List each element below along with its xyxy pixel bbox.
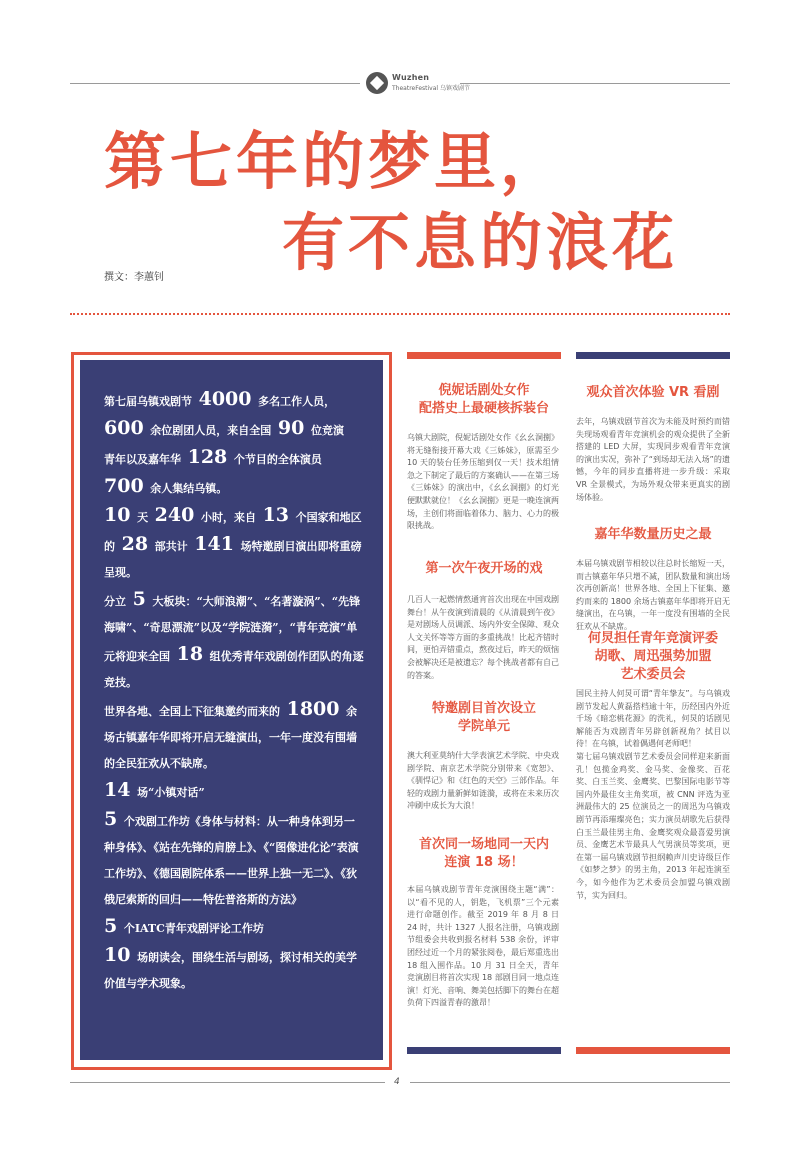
feature-number: 14: [104, 779, 138, 801]
feature-text: 个国家和地区: [295, 511, 362, 524]
feature-text: 场朗读会，围绕生活与剧场，探讨相关的美学价值与学术现象。: [104, 951, 358, 990]
dotted-divider: [70, 313, 730, 315]
byline: 撰文：李蕙钊: [104, 272, 164, 283]
feature-text: 天: [137, 511, 149, 524]
feature-text: 大板块：“大师浪潮”、“名著漩涡”、“先锋海啸”、“奇思漂流”以及“学院涟漪”，“青年竞演”单元将迎来全国: [104, 595, 361, 663]
right-body-2: 本届乌镇戏剧节相较以往总时长缩短一天，而古镇嘉年华只增不减，团队数量和演出场次再创新高！世界各地、全国上下征集、邀约而来的 1800 余场古镇嘉年华即将开启无缝演出，在乌镇，一年一度没有围墙的全民狂欢从不缺席。: [576, 559, 730, 631]
feature-number: 5: [104, 915, 124, 937]
feature-number: 141: [187, 533, 241, 555]
right-bottom-bar: [576, 1047, 730, 1054]
feature-paragraph: [104, 942, 364, 997]
middle-body-1: 乌镇大剧院，倪妮话剧处女作《幺幺洞捌》将无缝衔接开幕大戏《三姊妹》，原需至少 10 天的装台任务压缩到仅一天！技术组情急之下制定了最后的方案确认——在第三场《三姊妹》的演出中，《幺幺洞捌》的灯光便默默就位！《幺幺洞捌》更是一晚连演两场，主创们将面临着体力、脑力、心力的极限挑战。: [407, 433, 559, 531]
feature-paragraph: [104, 502, 364, 531]
middle-bottom-bar: [407, 1047, 561, 1054]
feature-text: 部共计: [154, 540, 188, 553]
feature-text: 多名工作人员，: [258, 395, 336, 408]
feature-number: 128: [181, 446, 234, 468]
feature-text: 个戏剧工作坊《身体与材料：从一种身体到另一种身体》、《站在先锋的肩膀上》、《“图像进化论”表演工作坊》、《德国剧院体系——世界上独一无二》、《狄俄尼索斯的回归——特佐普洛斯的方法》: [104, 815, 359, 906]
feature-number: 10: [104, 944, 138, 966]
middle-body-3: 澳大利亚莫纳什大学表演艺术学院、中央戏剧学院、南京艺术学院分别带来《宽恕》、《驯悍记》和《红色的天空》三部作品。年轻的戏剧力量新鲜如涟漪，或将在未来历次冲刷中成长为大浪！: [407, 751, 559, 811]
feature-number: 13: [255, 504, 296, 526]
middle-body-4: 本届乌镇戏剧节青年竞演围绕主题“满”：以“看不见的人，钥匙，飞机票”三个元素进行命题创作。截至 2019 年 8 月 8 日 24 时，共计 1327 人报名注册，乌镇戏剧节组委会共收到报名材料 538 余份，评审团经过近一个月的紧张阅卷，最后郑重选出 18 组入围作品。10 月 31 日全天，青年竞演剧目将首次实现 18 部剧目同一地点连演！灯光、音响、舞美包括脚下的舞台在超负荷下四溢青春的激昂！: [407, 885, 559, 1008]
middle-heading-3: 特邀剧目首次设立 学院单元: [431, 701, 536, 734]
feature-text: 位竞演: [310, 424, 344, 437]
right-heading-3: 何炅担任青年竞演评委 胡歌、周迅强势加盟 艺术委员会: [587, 631, 718, 682]
feature-number: 10: [104, 504, 138, 526]
feature-box-text: [104, 386, 364, 997]
feature-number: 90: [271, 417, 311, 439]
feature-text: 场“小镇对话”: [137, 786, 205, 799]
logo-line2: TheatreFestival 乌镇戏剧节: [392, 85, 470, 92]
feature-paragraph: [104, 531, 364, 586]
logo-icon: [366, 72, 388, 94]
logo-line1: Wuzhen: [392, 73, 430, 82]
middle-heading-2: 第一次午夜开场的戏: [425, 561, 543, 576]
feature-text: 余位剧团人员，来自全国: [150, 424, 272, 437]
feature-paragraph: [104, 386, 364, 415]
feature-text: 世界各地、全国上下征集邀约而来的: [104, 705, 280, 718]
middle-heading-1: 倪妮话剧处女作 配搭史上最硬核拆装台: [418, 383, 549, 416]
feature-text: 场特邀剧目演出即将重磅呈现。: [104, 540, 362, 579]
feature-text: 余场古镇嘉年华即将开启无缝演出，一年一度没有围墙的全民狂欢从不缺席。: [104, 705, 358, 770]
feature-number: 18: [170, 643, 210, 665]
header-rule-right: [460, 83, 730, 84]
feature-text: 的: [104, 540, 115, 553]
feature-number: 28: [115, 533, 155, 555]
feature-text: 组优秀青年戏剧创作团队的角逐竞技。: [104, 650, 364, 689]
feature-paragraph: [104, 415, 364, 444]
feature-text: 分立: [104, 595, 126, 608]
feature-text: 个IATC青年戏剧评论工作坊: [123, 922, 264, 935]
right-body-3: 国民主持人何炅可谓“青年挚友”。与乌镇戏剧节发起人黄磊搭档逾十年，历经国内外近千场《暗恋桃花源》的洗礼，何炅的话剧见解能否为戏剧青年另辟创新视角？拭目以待！在乌镇，试着偶遇何老师吧！ 第七届乌镇戏剧节艺术委员会同样迎来新面孔！包揽金鸡奖、金马奖、金像奖、百花奖、白玉兰奖、金鹰奖、巴黎国际电影节等国内外最佳女主角奖项，被 CNN 评选为亚洲最伟大的 25 位演员之一的周迅为乌镇戏剧节再添璀璨亮色；实力演员胡歌先后获得白玉兰最佳男主角、金鹰奖观众最喜爱男演员、金鹰艺术节最具人气男演员等奖项，更在第一届乌镇戏剧节担纲赖声川史诗级巨作《如梦之梦》的男主角，2013 年起连演至今，如今他作为艺术委员会加盟乌镇戏剧节，实为回归。: [576, 689, 730, 900]
festival-logo: [366, 72, 470, 94]
feature-text: 余人集结乌镇。: [150, 482, 228, 495]
feature-text: 个节目的全体演员: [233, 453, 322, 466]
feature-number: 240: [148, 504, 201, 526]
page-number: 4: [394, 1077, 400, 1087]
feature-text: 青年以及嘉年华: [104, 453, 181, 466]
right-heading-1: 观众首次体验 VR 看剧: [586, 385, 720, 400]
footer-rule-right: [410, 1082, 730, 1083]
feature-paragraph: [104, 777, 364, 806]
middle-heading-4: 首次同一场地同一天内 连演 18 场！: [418, 837, 549, 870]
feature-number: 700: [104, 475, 151, 497]
feature-paragraph: [104, 586, 364, 696]
title-line1: 第七年的梦里，: [104, 125, 567, 198]
feature-paragraph: [104, 806, 364, 913]
feature-text: 第七届乌镇戏剧节: [104, 395, 192, 408]
middle-top-bar: [407, 352, 561, 359]
title-line2: 有不息的浪花: [282, 206, 679, 279]
footer-rule-left: [70, 1082, 385, 1083]
feature-number: 1800: [280, 698, 347, 720]
feature-number: 600: [104, 417, 151, 439]
feature-paragraph: [104, 444, 364, 473]
right-top-bar: [576, 352, 730, 359]
right-body-1: 去年，乌镇戏剧节首次为未能及时预约而错失现场观看青年竞演机会的观众提供了全新搭建的 LED 大屏，实现同步观看青年竞演的演出实况，弥补了“到场却无法入场”的遗憾，今年的同步直播将进一步升级：采取 VR 全景模式，为场外观众带来更真实的剧场体验。: [576, 417, 730, 502]
feature-number: 4000: [192, 388, 259, 410]
feature-paragraph: [104, 473, 364, 502]
feature-paragraph: [104, 696, 364, 777]
feature-paragraph: [104, 913, 364, 942]
feature-number: 5: [104, 808, 124, 830]
right-heading-2: 嘉年华数量历史之最: [594, 527, 712, 542]
feature-number: 5: [126, 588, 153, 610]
header-rule-left: [70, 83, 360, 84]
feature-text: 小时，来自: [200, 511, 256, 524]
middle-body-2: 几百人一起燃情熬通宵首次出现在中国戏剧舞台！从午夜演到清晨的《从清晨到午夜》是对剧场人员调派、场内外安全保障、观众人文关怀等等方面的多重挑战！比起齐错时间，更怕弄错重点，熬夜过后，昨天的烦恼会被解决还是被遗忘？每个挑战者都有自己的答案。: [407, 595, 559, 680]
